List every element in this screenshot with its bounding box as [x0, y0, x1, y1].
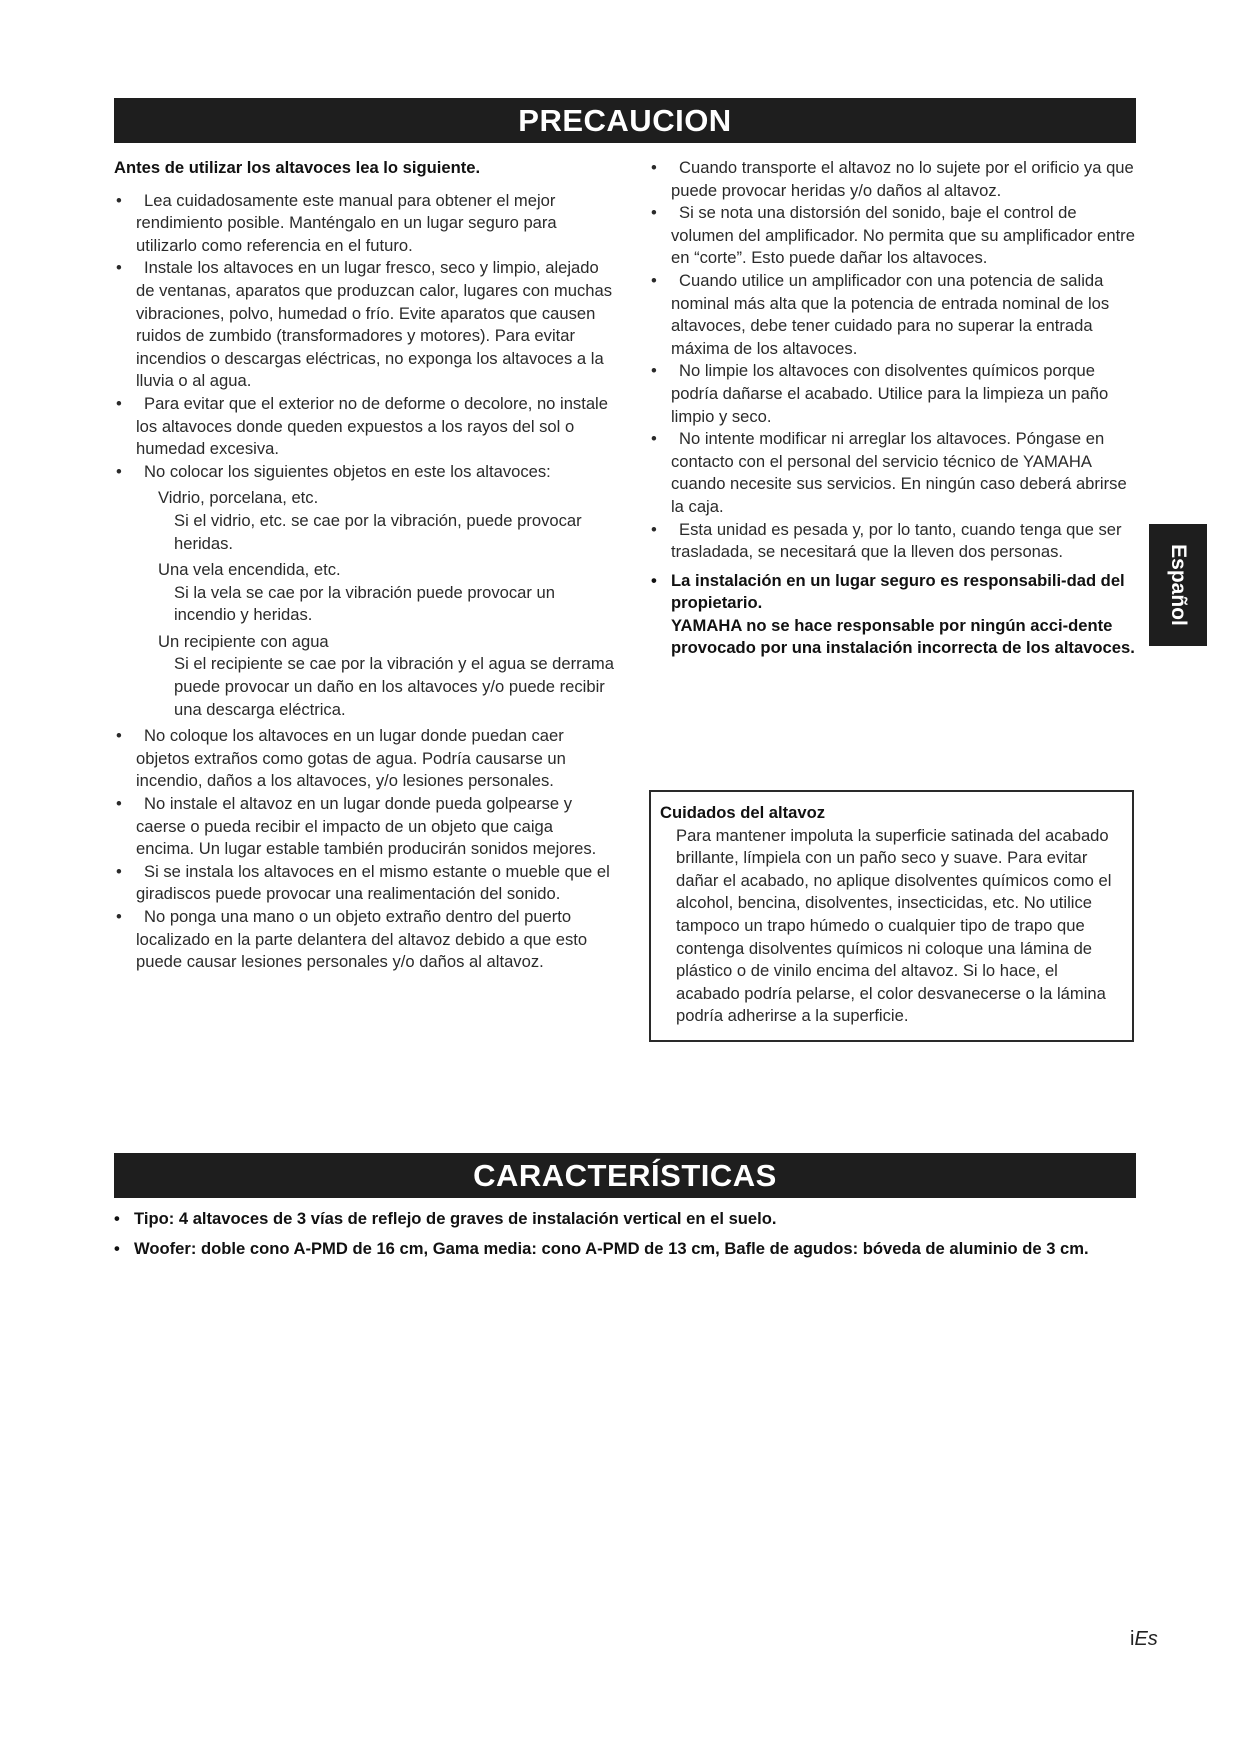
responsibility-note — [649, 570, 1136, 660]
list-item — [114, 861, 614, 906]
object-entry — [158, 487, 614, 555]
list-item-text: No colocar los siguientes objetos en este los altavoces: — [144, 461, 551, 481]
list-item-text: No instale el altavoz en un lugar donde pueda golpearse y caerse o pueda recibir el impacto de un objeto que caiga encima. Un lugar estable también producirán sonidos mejores. — [136, 794, 597, 859]
list-item — [649, 202, 1136, 270]
list-item — [114, 793, 614, 861]
list-item-text: No ponga una mano o un objeto extraño dentro del puerto localizado en la parte delantera del altavoz debido a que esto puede causar lesiones personales y/o daños al altavoz. — [136, 907, 588, 972]
precaucion-intro: Antes de utilizar los altavoces lea lo siguiente. — [114, 158, 481, 177]
list-item-text: No limpie los altavoces con disolventes químicos porque podría dañarse el acabado. Utilice para la limpieza un paño limpio y seco. — [671, 361, 1109, 426]
object-entry — [158, 559, 614, 627]
list-item — [114, 725, 614, 793]
object-title: Un recipiente con agua — [158, 631, 329, 651]
list-item-text: Instale los altavoces en un lugar fresco, seco y limpio, alejado de ventanas, aparatos que produzcan calor, lugares con muchas vibraciones, polvo, humedad o frío. Evite aparatos que causen ruidos de zumbido (transformadores y motores). Para evitar incendios o descargas eléctricas, no exponga los altavoces a la lluvia o al agua. — [136, 258, 612, 391]
object-entry — [158, 631, 614, 721]
precaucion-left-column — [114, 157, 614, 974]
page-number-value: i — [1130, 1628, 1135, 1650]
list-item — [114, 257, 614, 393]
list-item — [114, 190, 614, 258]
page-language-code: Es — [1134, 1628, 1158, 1650]
responsibility-note-yamaha: YAMAHA no se hace responsable por ningún acci-dente provocado por una instalación incorrecta de los altavoces. — [671, 615, 1135, 658]
object-text: Si el vidrio, etc. se cae por la vibración, puede provocar heridas. — [174, 510, 582, 553]
feature-item: • Woofer: doble cono A-PMD de 16 cm, Gama media: cono A-PMD de 13 cm, Bafle de agudos: bóveda de aluminio de 3 cm. — [114, 1238, 1136, 1261]
list-item — [649, 270, 1136, 360]
feature-item: • Tipo: 4 altavoces de 3 vías de reflejo de graves de instalación vertical en el suelo. — [114, 1208, 1136, 1231]
speaker-care-box — [649, 790, 1134, 1042]
list-item-text: Para evitar que el exterior no de deforme o decolore, no instale los altavoces donde queden expuestos a los rayos del sol o humedad excesiva. — [136, 393, 608, 459]
object-text: Si el recipiente se cae por la vibración y el agua se derrama puede provocar un daño en los altavoces y/o puede recibir una descarga eléctrica. — [174, 654, 614, 719]
responsibility-note-owner: • La instalación en un lugar seguro es responsabili-dad del propietario. — [671, 570, 1125, 613]
list-item-text: Cuando transporte el altavoz no lo sujete por el orificio ya que puede provocar heridas y/o daños al altavoz. — [671, 158, 1134, 200]
list-item — [649, 360, 1136, 428]
list-item-text: Esta unidad es pesada y, por lo tanto, cuando tenga que ser trasladada, se necesitará que la lleven dos personas. — [671, 519, 1122, 562]
list-item-text: No intente modificar ni arreglar los altavoces. Póngase en contacto con el personal del servicio técnico de YAMAHA cuando necesite sus servicios. En ningún caso deberá abrirse la caja. — [671, 429, 1127, 516]
speaker-care-title: Cuidados del altavoz — [660, 803, 826, 822]
list-item — [649, 519, 1136, 564]
list-item — [114, 393, 614, 461]
object-title: Vidrio, porcelana, etc. — [158, 488, 319, 508]
features-list — [114, 1208, 1136, 1260]
list-item — [649, 157, 1136, 202]
list-item-text: Si se nota una distorsión del sonido, baje el control de volumen del amplificador. No permita que su amplificador entre en “corte”. Esto puede dañar los altavoces. — [671, 203, 1135, 268]
speaker-care-text: Para mantener impoluta la superficie satinada del acabado brillante, límpiela con un paño seco y suave. Para evitar dañar el acabado, no aplique disolventes químicos como el alcohol, bencina, disolventes, insecticidas, etc. No utilice tampoco un trapo húmedo o cualquier tipo de trapo que contenga disolventes químicos ni coloque una lámina de plástico o de vinilo encima del altavoz. Si lo hace, el acabado podría pelarse, el color desvanecerse o la lámina podría adherirse a la superficie. — [676, 825, 1112, 1026]
language-side-tab — [1149, 524, 1207, 646]
list-item — [114, 461, 614, 722]
object-text: Si la vela se cae por la vibración puede provocar un incendio y heridas. — [174, 582, 555, 625]
features-section — [114, 1208, 1136, 1267]
precaution-list-left — [114, 190, 614, 974]
precaucion-heading: PRECAUCION — [114, 98, 1136, 143]
caracteristicas-heading: CARACTERÍSTICAS — [114, 1153, 1136, 1198]
object-title: Una vela encendida, etc. — [158, 560, 341, 580]
page-number — [1130, 1628, 1158, 1651]
precaucion-right-column — [649, 157, 1136, 660]
language-tab-label: Español — [1167, 544, 1190, 626]
list-item — [114, 906, 614, 974]
list-item-text: Lea cuidadosamente este manual para obtener el mejor rendimiento posible. Manténgalo en un lugar seguro para utilizarlo como referencia en el futuro. — [136, 190, 557, 255]
list-item — [649, 428, 1136, 518]
precaution-list-right — [649, 157, 1136, 660]
list-item-text: Cuando utilice un amplificador con una potencia de salida nominal más alta que la potencia de entrada nominal de los altavoces, debe tener cuidado para no superar la entrada máxima de los altavoces. — [671, 270, 1110, 358]
list-item-text: Si se instala los altavoces en el mismo estante o mueble que el giradiscos puede provocar una realimentación del sonido. — [136, 861, 610, 904]
list-item-text: No coloque los altavoces en un lugar donde puedan caer objetos extraños como gotas de agua. Podría causarse un incendio, daños a los altavoces, y/o lesiones personales. — [136, 726, 566, 791]
